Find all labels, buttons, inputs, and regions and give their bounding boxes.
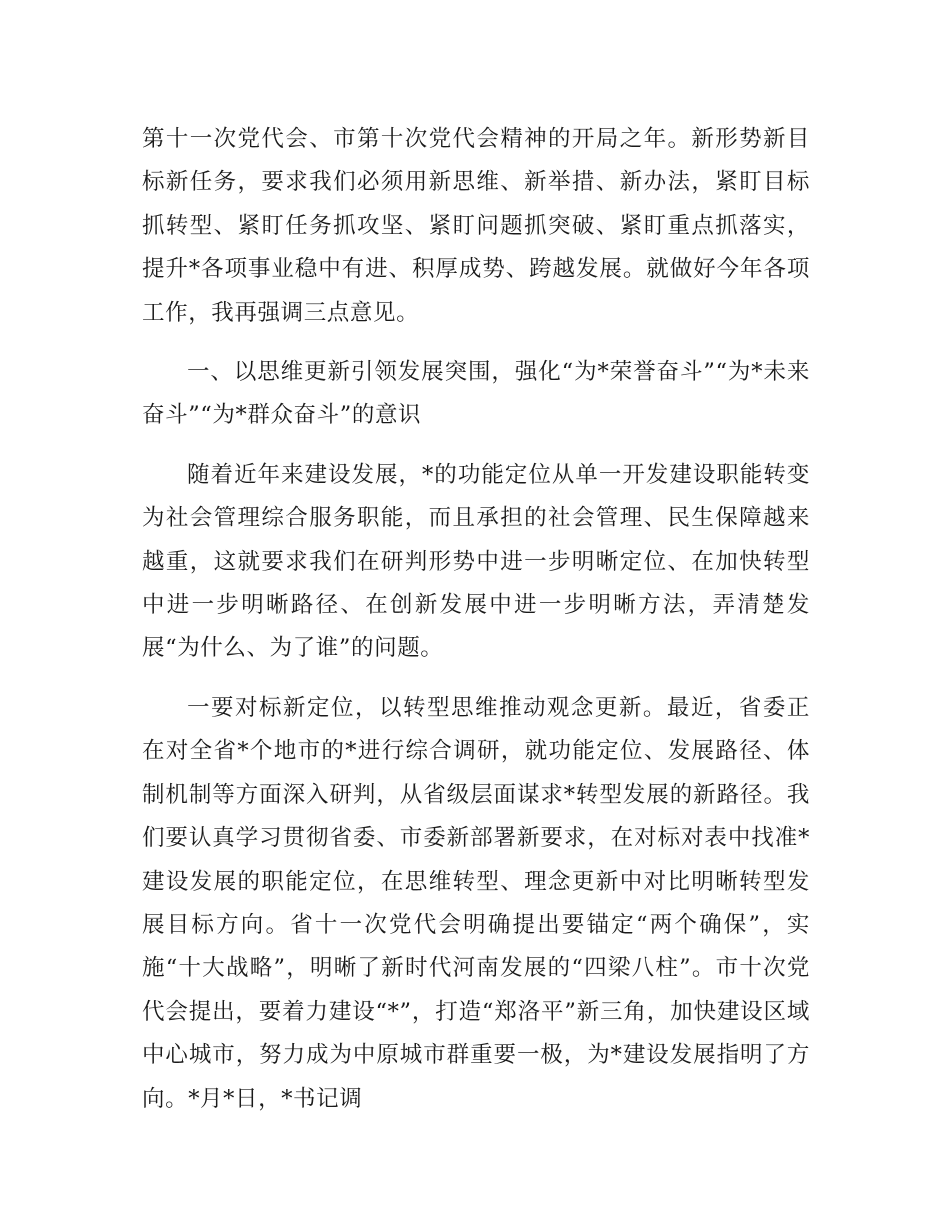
section-heading: 一、以思维更新引领发展突围，强化“为*荣誉奋斗”“为*未来奋斗”“为*群众奋斗”的意识 [142, 359, 810, 429]
paragraph-continuation: 第十一次党代会、市第十次党代会精神的开局之年。新形势新目标新任务，要求我们必须用新思维、新举措、新办法，紧盯目标抓转型、紧盯任务抓攻坚、紧盯问题抓突破、紧盯重点抓落实，提升*各项事业稳中有进、积厚成势、跨越发展。就做好今年各项工作，我再强调三点意见。 [142, 126, 810, 326]
paragraph-body: 随着近年来建设发展，*的功能定位从单一开发建设职能转变为社会管理综合服务职能，而且承担的社会管理、民生保障越来越重，这就要求我们在研判形势中进一步明晰定位、在加快转型中进一步明晰路径、在创新发展中进一步明晰方法，弄清楚发展“为什么、为了谁”的问题。 [142, 461, 810, 662]
paragraph-body: 一要对标新定位，以转型思维推动观念更新。最近，省委正在对全省*个地市的*进行综合调研，就功能定位、发展路径、体制机制等方面深入研判，从省级层面谋求*转型发展的新路径。我们要认真学习贯彻省委、市委新部署新要求，在对标对表中找准*建设发展的职能定位，在思维转型、理念更新中对比明晰转型发展目标方向。省十一次党代会明确提出要锚定“两个确保”，实施“十大战略”，明晰了新时代河南发展的“四梁八柱”。市十次党代会提出，要着力建设“*”，打造“郑洛平”新三角，加快建设区域中心城市，努力成为中原城市群重要一极，为*建设发展指明了方向。*月*日，*书记调 [142, 694, 810, 1112]
document-page [142, 118, 810, 1121]
